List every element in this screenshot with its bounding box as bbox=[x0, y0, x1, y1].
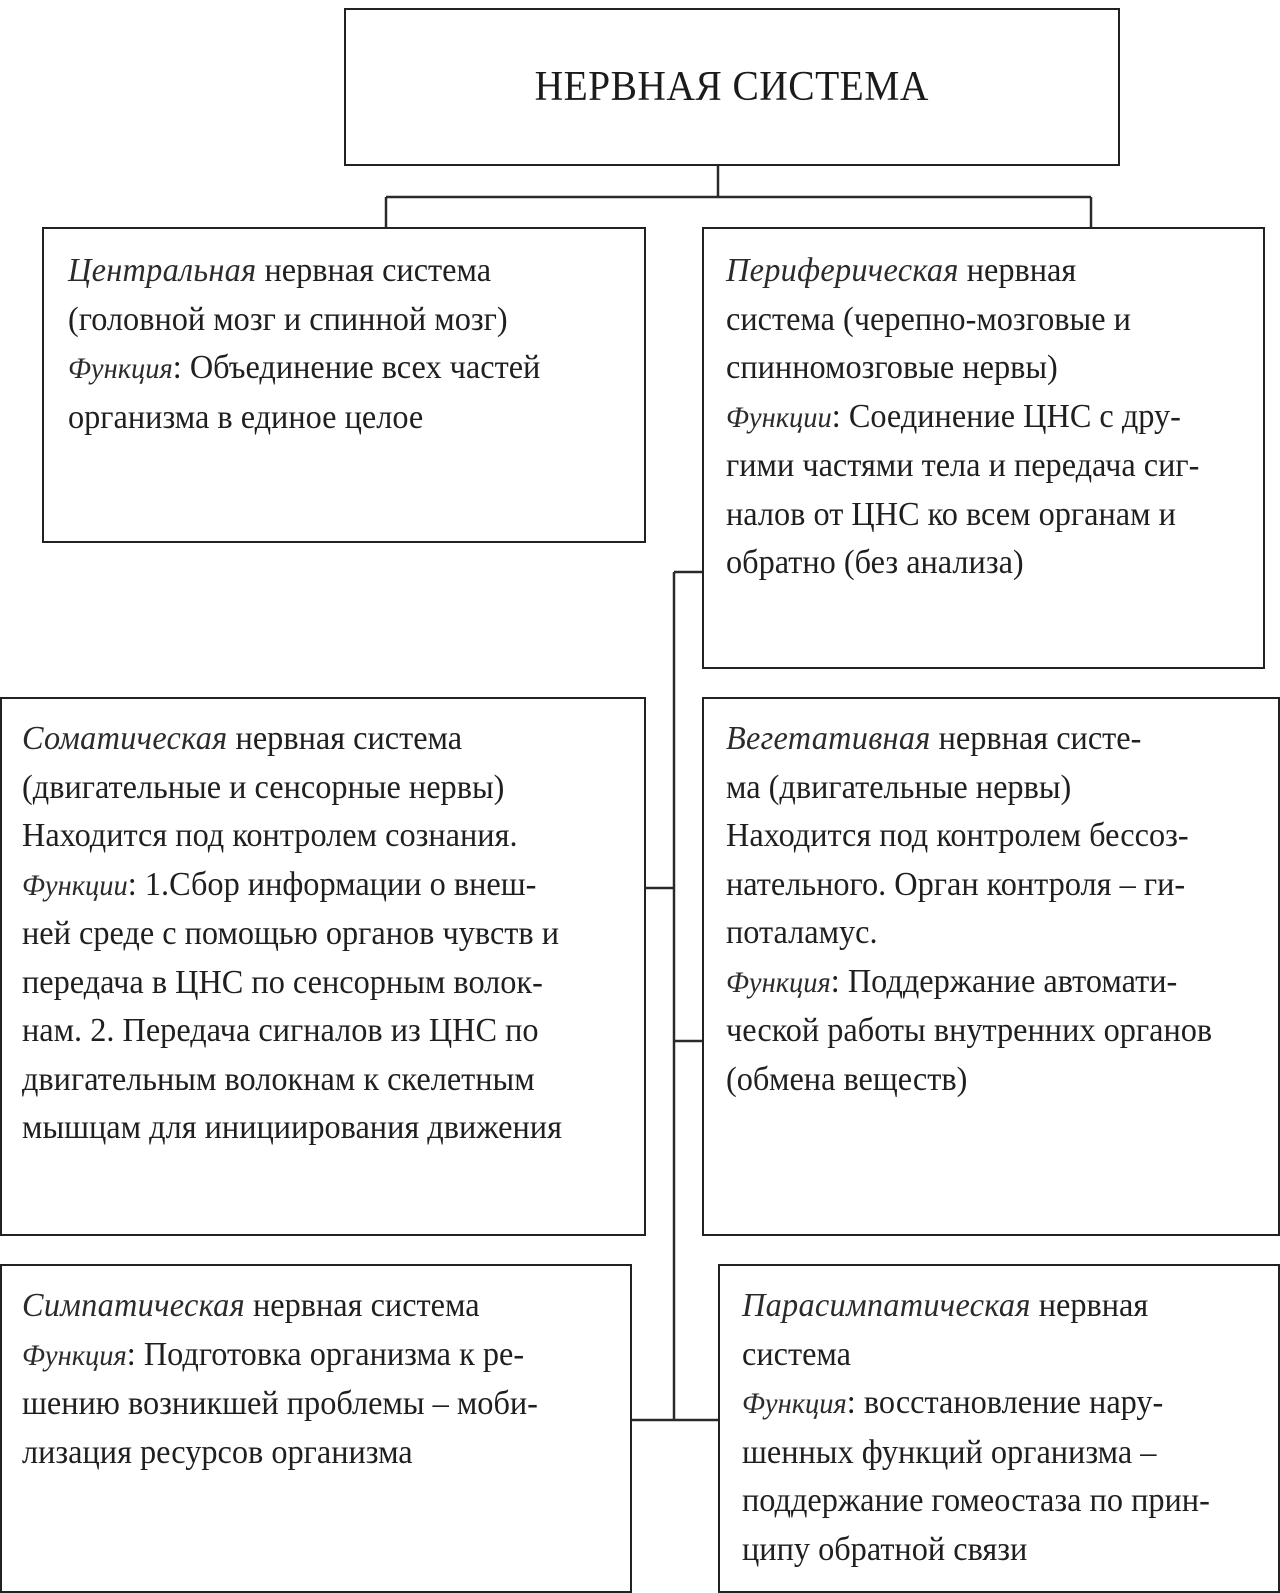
cns-text bbox=[68, 247, 606, 442]
pns-func-line1: : Соединение ЦНС с дру- bbox=[831, 397, 1181, 435]
pns-func-line3: налов от ЦНС ко всем органам и bbox=[726, 495, 1176, 533]
somatic-func-line5: двигательным волокнам к скелетным bbox=[22, 1060, 535, 1098]
parasympathetic-func-line2: шенных функций организма – bbox=[742, 1433, 1157, 1471]
sympathetic-text bbox=[22, 1282, 590, 1477]
parasympathetic-text bbox=[742, 1282, 1242, 1574]
somatic-func-line1: : 1.Сбор информации о внеш- bbox=[127, 865, 537, 903]
cns-func-label: Функция bbox=[68, 352, 173, 385]
sympathetic-function bbox=[22, 1331, 590, 1381]
pns-function bbox=[726, 393, 1227, 443]
parasympathetic-box bbox=[718, 1264, 1280, 1593]
sympathetic-box bbox=[0, 1264, 632, 1593]
sympathetic-func-line2: шению возникшей проблемы – моби- bbox=[22, 1385, 538, 1422]
vegetative-name-italic: Вегетативная bbox=[726, 720, 931, 757]
vegetative-heading bbox=[726, 715, 1241, 764]
somatic-heading bbox=[22, 715, 603, 764]
cns-func-line1: : Объединение всех частей bbox=[172, 349, 541, 386]
parasympathetic-line2: система bbox=[742, 1335, 851, 1373]
sympathetic-name-rest: нервная система bbox=[244, 1287, 480, 1324]
pns-func-label: Функции bbox=[726, 400, 832, 434]
somatic-func-line4: нам. 2. Передача сигналов из ЦНС по bbox=[22, 1012, 539, 1049]
parasympathetic-function bbox=[742, 1379, 1242, 1429]
vegetative-func-line2: ческой работы внутренних органов bbox=[726, 1012, 1213, 1049]
vegetative-name-rest: нервная систе- bbox=[930, 720, 1142, 757]
pns-func-line4: обратно (без анализа) bbox=[726, 544, 1024, 581]
vegetative-func-line3: (обмена веществ) bbox=[726, 1060, 968, 1098]
pns-func-line2: гими частями тела и передача сиг- bbox=[726, 447, 1200, 484]
somatic-func-line6: мышцам для инициирования движения bbox=[22, 1109, 562, 1146]
parasympathetic-name-rest: нервная bbox=[1030, 1287, 1149, 1324]
cns-line2: (головной мозг и спинной мозг) bbox=[68, 300, 508, 338]
pns-name-rest: нервная bbox=[958, 252, 1077, 289]
parasympathetic-heading bbox=[742, 1282, 1242, 1331]
somatic-name-rest: нервная система bbox=[227, 720, 463, 757]
pns-line2: система (черепно-мозговые и bbox=[726, 300, 1131, 338]
pns-heading bbox=[726, 247, 1227, 296]
somatic-name-italic: Соматическая bbox=[22, 720, 228, 757]
vegetative-line2: ма (двигательные нервы) bbox=[726, 768, 1072, 806]
somatic-box bbox=[0, 697, 646, 1236]
vegetative-func-label: Функция bbox=[726, 965, 831, 999]
somatic-func-label: Функции bbox=[22, 868, 128, 902]
vegetative-line3: Находится под контролем бессоз- bbox=[726, 817, 1189, 854]
cns-name-rest: нервная система bbox=[256, 252, 492, 289]
sympathetic-heading bbox=[22, 1282, 590, 1331]
somatic-line3: Находится под контролем сознания. bbox=[22, 817, 518, 854]
cns-func-line2: организма в единое целое bbox=[68, 398, 424, 436]
sympathetic-name-italic: Симпатическая bbox=[22, 1287, 245, 1324]
pns-name-italic: Периферическая bbox=[726, 252, 959, 289]
vegetative-function bbox=[726, 958, 1241, 1008]
sympathetic-func-line1: : Подготовка организма к ре- bbox=[126, 1335, 525, 1373]
pns-text bbox=[726, 247, 1227, 588]
vegetative-line5: поталамус. bbox=[726, 914, 878, 951]
parasympathetic-func-line3: поддержание гомеостаза по прин- bbox=[742, 1482, 1210, 1519]
cns-name-italic: Центральная bbox=[68, 252, 257, 289]
vegetative-func-line1: : Поддержание автомати- bbox=[830, 962, 1178, 1000]
sympathetic-func-label: Функция bbox=[22, 1338, 127, 1372]
cns-box bbox=[42, 227, 646, 543]
vegetative-line4: нательного. Орган контроля – ги- bbox=[726, 865, 1186, 903]
somatic-text bbox=[22, 715, 603, 1153]
pns-line3: спинномозговые нервы) bbox=[726, 349, 1058, 386]
somatic-func-line3: передача в ЦНС по сенсорным волок- bbox=[22, 963, 543, 1001]
cns-function bbox=[68, 344, 606, 394]
root-title: НЕРВНАЯ СИСТЕМА bbox=[534, 64, 930, 110]
parasympathetic-func-label: Функция bbox=[742, 1387, 847, 1420]
somatic-function bbox=[22, 861, 603, 911]
parasympathetic-func-line4: ципу обратной связи bbox=[742, 1530, 1028, 1568]
parasympathetic-func-line1: : восстановление нару- bbox=[846, 1384, 1164, 1421]
cns-heading bbox=[68, 247, 606, 296]
pns-box bbox=[702, 227, 1265, 669]
vegetative-box bbox=[702, 697, 1280, 1236]
sympathetic-func-line3: лизация ресурсов организма bbox=[22, 1433, 413, 1471]
parasympathetic-name-italic: Парасимпатическая bbox=[742, 1287, 1031, 1324]
root-box-nervous-system bbox=[344, 8, 1120, 166]
somatic-func-line2: ней среде с помощью органов чувств и bbox=[22, 915, 560, 952]
somatic-line2: (двигательные и сенсорные нервы) bbox=[22, 768, 505, 806]
vegetative-text bbox=[726, 715, 1241, 1104]
